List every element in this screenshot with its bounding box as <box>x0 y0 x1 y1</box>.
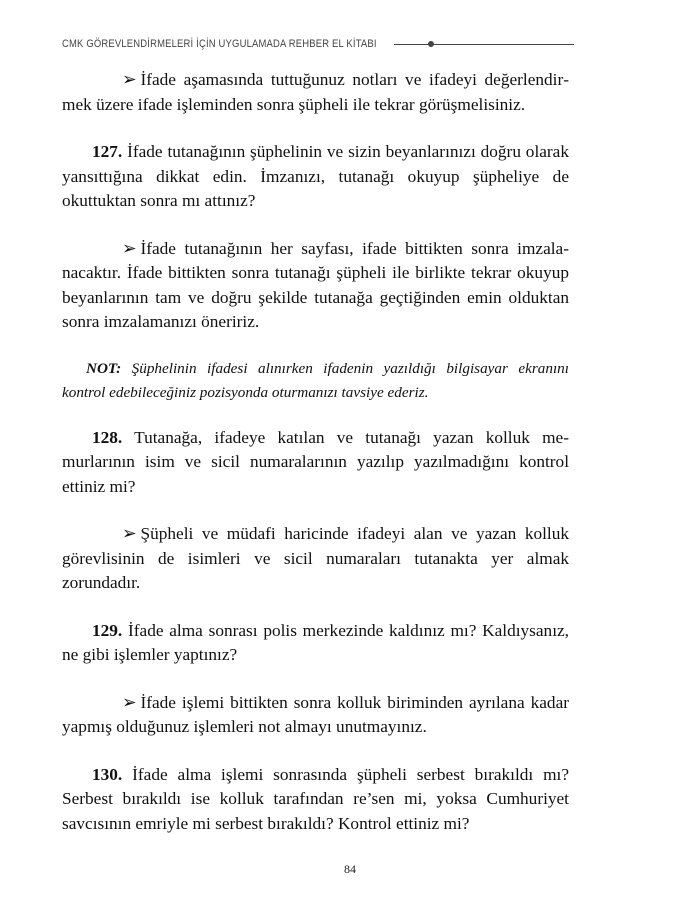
bullet-text: Şüpheli ve müdafi haricinde ifadeyi alan ve yazan kolluk görevlisinin de isimleri ve sicil numaraları tutanakta yer almak zorundadır. <box>62 524 569 592</box>
page-body <box>62 68 569 836</box>
question-number: 128. <box>92 427 123 447</box>
bullet-paragraph <box>62 691 569 740</box>
bullet-text: İfade aşamasında tuttuğunuz notları ve ifadeyi değerlendirmek üzere ifade işleminden sonra şüpheli ile tekrar görüşmelisiniz. <box>62 70 569 114</box>
question-130 <box>62 763 569 837</box>
bullet-paragraph <box>62 68 569 117</box>
bullet-paragraph <box>62 522 569 596</box>
question-text: İfade alma işlemi sonrasında şüpheli serbest bırakıldı mı? Serbest bırakıldı ise kolluk tarafından re’sen mi, yoksa Cumhuriyet savcısının emriyle mi serbest bırakıldı? Kontrol ettiniz mi? <box>62 764 570 833</box>
bullet-text: İfade tutanağının her sayfası, ifade bittikten sonra imzalanacaktır. İfade bittikten sonra tutanağı şüpheli ile birlikte tekrar okuyup beyanlarının tam ve doğru şekilde tutanağa geçtiğinden emin olduktan sonra imzalamanızı öneririz. <box>62 238 569 331</box>
question-number: 127. <box>92 142 123 161</box>
bullet-text: İfade işlemi bittikten sonra kolluk biriminden ayrılana kadar yapmış olduğunuz işlemleri not almayı unutmayınız. <box>62 692 569 736</box>
question-129 <box>62 619 569 668</box>
note-paragraph <box>62 357 569 406</box>
note-label: NOT: <box>86 359 122 377</box>
question-number: 130. <box>92 764 123 784</box>
question-127 <box>62 140 569 214</box>
question-128 <box>62 426 569 500</box>
question-text: İfade tutanağının şüphelinin ve sizin beyanlarınızı doğru olarak yansıttığına dikkat edin. İmzanızı, tutanağı okuyup şüpheliye de okuttuktan sonra mı attınız? <box>62 142 569 210</box>
arrow-bullet-icon: ➢ <box>122 70 137 89</box>
arrow-bullet-icon: ➢ <box>122 238 137 258</box>
arrow-bullet-icon: ➢ <box>122 524 137 543</box>
question-text: İfade alma sonrası polis merkezinde kaldınız mı? Kaldıysanız, ne gibi işlemler yaptınız? <box>62 620 569 664</box>
header-title: CMK GÖREVLENDİRMELERİ İÇİN UYGULAMADA REHBER EL KİTABI <box>62 38 377 50</box>
question-text: Tutanağa, ifadeye katılan ve tutanağı yazan kolluk memurlarının isim ve sicil numaralarının yazılıp yazılmadığını kontrol ettiniz mi? <box>62 427 569 496</box>
page-number: 84 <box>344 862 356 876</box>
question-number: 129. <box>92 620 123 640</box>
bullet-paragraph <box>62 237 569 335</box>
running-header <box>62 36 574 52</box>
header-rule <box>394 44 574 45</box>
note-text: Şüphelinin ifadesi alınırken ifadenin yazıldığı bilgisayar ekranını kontrol edebileceğiniz pozisyonda oturmanızı tavsiye ederiz. <box>62 359 569 401</box>
arrow-bullet-icon: ➢ <box>122 692 137 712</box>
